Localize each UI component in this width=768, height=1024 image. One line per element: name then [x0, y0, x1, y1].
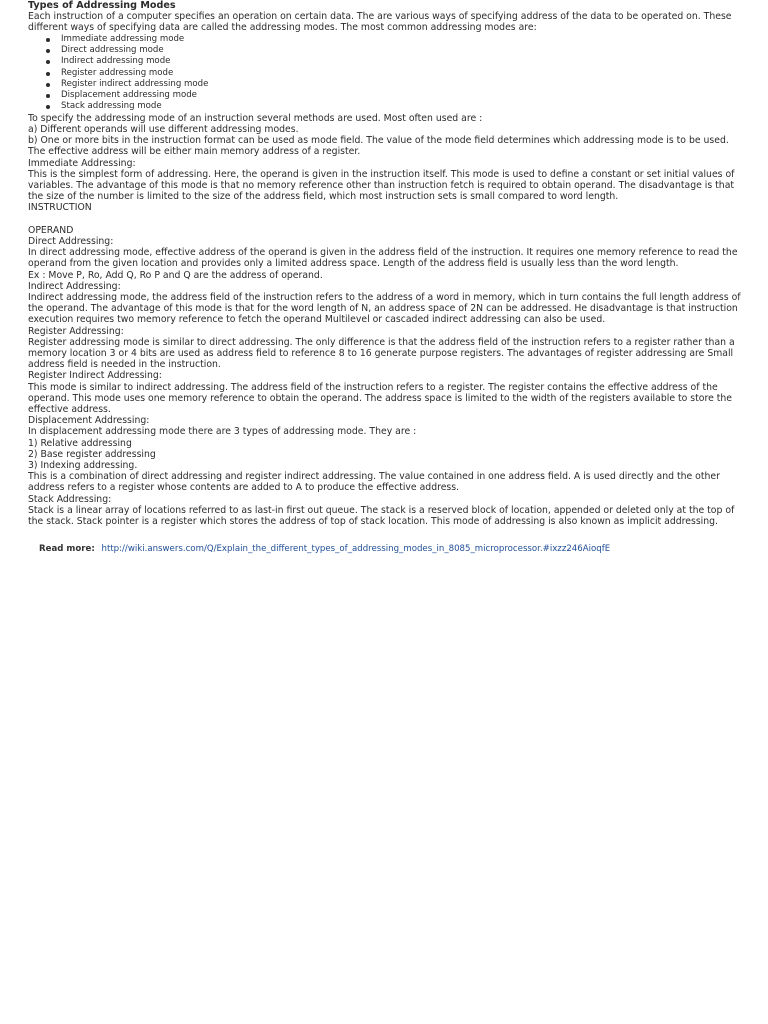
list-item: Indirect addressing mode: [61, 56, 746, 67]
register-paragraph: Register addressing mode is similar to direct addressing. The only difference is that the address field of the instruction refers to a register rather than a memory location 3 or 4 bits are used as address field to reference 8 to 16 generate purpose registers. The advantages of register addressing are Small address field is needed in the instruction.: [28, 336, 735, 371]
displacement-type: 2) Base register addressing: [28, 448, 156, 460]
spec-option-b: b) One or more bits in the instruction format can be used as mode field. The value of the mode field determines which addressing mode is to be used.: [28, 135, 729, 147]
page-title: Types of Addressing Modes: [28, 0, 176, 11]
list-item: Immediate addressing mode: [61, 34, 746, 45]
stack-heading: Stack Addressing:: [28, 493, 112, 505]
immediate-heading: Immediate Addressing:: [28, 157, 136, 169]
operand-label: OPERAND: [28, 224, 74, 236]
read-more-link[interactable]: http://wiki.answers.com/Q/Explain_the_different_types_of_addressing_modes_in_8085_microprocessor.#ixzz246AioqfE: [101, 544, 611, 555]
displacement-type: 1) Relative addressing: [28, 437, 132, 449]
spec-note: The effective address will be either main memory address of a register.: [28, 146, 361, 158]
instruction-label: INSTRUCTION: [28, 202, 92, 214]
list-item: Register addressing mode: [61, 68, 746, 79]
list-item: Direct addressing mode: [61, 45, 746, 56]
spec-option-a: a) Different operands will use different addressing modes.: [28, 123, 299, 135]
stack-paragraph: Stack is a linear array of locations referred to as last-in first out queue. The stack is a reserved block of location, appended or deleted only at the top of the stack. Stack pointer is a register which stores the address of top of stack location. This mode of addressing is also known as implicit addressing.: [28, 504, 735, 527]
intro-paragraph: Each instruction of a computer specifies an operation on certain data. The are various ways of specifying address of the data to be operated on. These different ways of specifying data are called the addressing modes. The most common addressing modes are:: [28, 11, 732, 34]
list-item: Register indirect addressing mode: [61, 79, 746, 90]
indirect-heading: Indirect Addressing:: [28, 280, 121, 292]
indirect-paragraph: Indirect addressing mode, the address field of the instruction refers to the address of a word in memory, which in turn contains the full length address of the operand. The advantage of this mode is that for the word length of N, an address space of 2N can be addressed. He disadvantage is that instruction execution requires two memory reference to fetch the operand Multilevel or cascaded indirect addressing can also be used.: [28, 291, 741, 326]
displacement-intro: In displacement addressing mode there are 3 types of addressing mode. They are :: [28, 426, 417, 438]
list-item: Stack addressing mode: [61, 101, 746, 112]
displacement-type: 3) Indexing addressing.: [28, 459, 138, 471]
read-more-label: Read more:: [39, 544, 95, 555]
displacement-paragraph: This is a combination of direct addressing and register indirect addressing. The value contained in one address field. A is used directly and the other address refers to a register whose contents are added to A to produce the effective address.: [28, 471, 720, 494]
immediate-paragraph: This is the simplest form of addressing. Here, the operand is given in the instruction itself. This mode is used to define a constant or set initial values of variables. The advantage of this mode is that no memory reference other than instruction fetch is required to obtain operand. The disadvantage is that the size of the number is limited to the size of the address field, which most instruction sets is small compared to word length.: [28, 168, 735, 203]
direct-example: Ex : Move P, Ro, Add Q, Ro P and Q are the address of operand.: [28, 269, 323, 281]
displacement-heading: Displacement Addressing:: [28, 415, 150, 427]
direct-paragraph: In direct addressing mode, effective address of the operand is given in the address field of the instruction. It requires one memory reference to read the operand from the given location and provides only a limited address space. Length of the address field is usually less than the word length.: [28, 247, 738, 270]
register-indirect-heading: Register Indirect Addressing:: [28, 370, 162, 382]
register-heading: Register Addressing:: [28, 325, 124, 337]
spacer: [28, 214, 746, 225]
direct-heading: Direct Addressing:: [28, 235, 114, 247]
spec-intro: To specify the addressing mode of an instruction several methods are used. Most often used are :: [28, 112, 483, 124]
list-item: Displacement addressing mode: [61, 90, 746, 101]
addressing-modes-list: [28, 34, 746, 113]
read-more: [28, 544, 746, 555]
register-indirect-paragraph: This mode is similar to indirect addressing. The address field of the instruction refers to a register. The register contains the effective address of the operand. This mode uses one memory reference to obtain the operand. The address space is limited to the width of the registers available to store the effective address.: [28, 381, 733, 415]
